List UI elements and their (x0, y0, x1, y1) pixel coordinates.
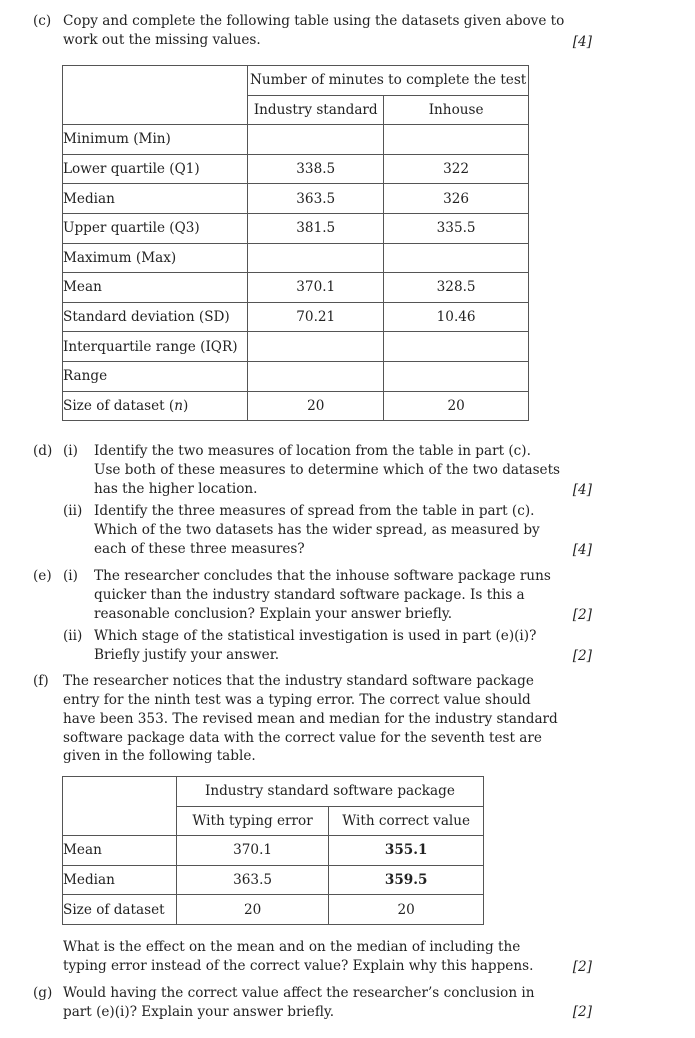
part-d-i-line-2: Use both of these measures to determine which of the two datasets (94, 462, 561, 478)
cell-industry (248, 125, 384, 155)
part-c-text-line-2: work out the missing values. (63, 32, 261, 48)
row-label: Upper quartile (Q3) (63, 213, 248, 243)
row-label: Minimum (Min) (63, 125, 248, 155)
table-row (63, 895, 484, 925)
part-e-label: (e) (33, 568, 52, 584)
table-row (63, 184, 529, 214)
part-d-ii-line-1: Identify the three measures of spread from the table in part (c). (94, 503, 535, 519)
part-e-ii-marks: [2] (572, 648, 592, 664)
summary-statistics-table (62, 65, 529, 421)
table-group-header: Number of minutes to complete the test (248, 66, 529, 96)
part-d-i-marks: [4] (572, 482, 592, 498)
cell-with-error: 370.1 (176, 836, 329, 866)
table-corner-cell (63, 777, 177, 836)
table-row (63, 243, 529, 273)
part-d-ii-line-3: each of these three measures? (94, 541, 305, 557)
table-row (63, 836, 484, 866)
cell-industry: 70.21 (248, 302, 384, 332)
cell-industry: 363.5 (248, 184, 384, 214)
table-row (63, 391, 529, 421)
part-e-i-marks: [2] (572, 607, 592, 623)
part-f-question-line-1: What is the effect on the mean and on the median of including the (63, 939, 521, 955)
table-header-row (63, 66, 529, 96)
cell-industry: 381.5 (248, 213, 384, 243)
column-header-with-correct: With correct value (329, 806, 484, 836)
part-f-line-1: The researcher notices that the industry standard software package (63, 673, 534, 689)
part-d-i-label: (i) (63, 443, 78, 459)
cell-inhouse: 322 (384, 154, 529, 184)
table-row (63, 865, 484, 895)
cell-inhouse: 326 (384, 184, 529, 214)
row-label: Median (63, 184, 248, 214)
part-g-line-1: Would having the correct value affect the researcher’s conclusion in (63, 985, 535, 1001)
cell-industry: 338.5 (248, 154, 384, 184)
cell-inhouse: 20 (384, 391, 529, 421)
row-label: Range (63, 361, 248, 391)
part-f-line-5: given in the following table. (63, 748, 256, 764)
part-f-label: (f) (33, 673, 49, 689)
table-corner-cell (63, 66, 248, 125)
table-row (63, 332, 529, 362)
cell-inhouse: 335.5 (384, 213, 529, 243)
part-c-text-line-1: Copy and complete the following table using the datasets given above to (63, 13, 565, 29)
cell-with-error: 20 (176, 895, 329, 925)
part-e-i-line-2: quicker than the industry standard software package. Is this a (94, 587, 525, 603)
table-row (63, 213, 529, 243)
cell-with-correct: 20 (329, 895, 484, 925)
row-label: Mean (63, 836, 177, 866)
row-label: Lower quartile (Q1) (63, 154, 248, 184)
part-e-ii-line-2: Briefly justify your answer. (94, 647, 280, 663)
part-f-line-2: entry for the ninth test was a typing error. The correct value should (63, 692, 531, 708)
cell-with-correct: 355.1 (329, 836, 484, 866)
cell-inhouse (384, 125, 529, 155)
cell-industry: 370.1 (248, 273, 384, 303)
cell-industry (248, 361, 384, 391)
cell-inhouse (384, 361, 529, 391)
part-c-marks: [4] (572, 34, 592, 50)
part-f-marks: [2] (572, 959, 592, 975)
column-header-inhouse: Inhouse (384, 95, 529, 125)
cell-industry (248, 243, 384, 273)
row-label: Size of dataset (63, 895, 177, 925)
part-d-ii-label: (ii) (63, 503, 83, 519)
part-d-label: (d) (33, 443, 53, 459)
part-d-ii-line-2: Which of the two datasets has the wider spread, as measured by (94, 522, 540, 538)
part-f-line-3: have been 353. The revised mean and median for the industry standard (63, 711, 558, 727)
table-row (63, 125, 529, 155)
table-row (63, 273, 529, 303)
italic-n: n (174, 397, 183, 414)
column-header-industry: Industry standard (248, 95, 384, 125)
part-g-label: (g) (33, 985, 53, 1001)
part-c-label: (c) (33, 13, 52, 29)
table-row (63, 361, 529, 391)
cell-inhouse (384, 332, 529, 362)
cell-with-correct: 359.5 (329, 865, 484, 895)
part-d-ii-marks: [4] (572, 542, 592, 558)
cell-inhouse: 328.5 (384, 273, 529, 303)
part-d-i-line-1: Identify the two measures of location from the table in part (c). (94, 443, 531, 459)
cell-with-error: 363.5 (176, 865, 329, 895)
part-f-question-line-2: typing error instead of the correct value? Explain why this happens. (63, 958, 534, 974)
row-label: Maximum (Max) (63, 243, 248, 273)
cell-industry (248, 332, 384, 362)
part-e-ii-line-1: Which stage of the statistical investigation is used in part (e)(i)? (94, 628, 537, 644)
row-label: Median (63, 865, 177, 895)
part-e-i-line-3: reasonable conclusion? Explain your answer briefly. (94, 606, 453, 622)
row-label: Mean (63, 273, 248, 303)
table-header-row (63, 777, 484, 807)
part-e-ii-label: (ii) (63, 628, 83, 644)
cell-inhouse: 10.46 (384, 302, 529, 332)
revised-values-table (62, 776, 484, 925)
part-f-line-4: software package data with the correct value for the seventh test are (63, 730, 542, 746)
part-e-i-line-1: The researcher concludes that the inhouse software package runs (94, 568, 551, 584)
cell-industry: 20 (248, 391, 384, 421)
table-group-header: Industry standard software package (176, 777, 483, 807)
row-label: Size of dataset (n) (63, 391, 248, 421)
column-header-with-error: With typing error (176, 806, 329, 836)
row-label: Standard deviation (SD) (63, 302, 248, 332)
part-g-marks: [2] (572, 1004, 592, 1020)
part-e-i-label: (i) (63, 568, 78, 584)
cell-inhouse (384, 243, 529, 273)
part-d-i-line-3: has the higher location. (94, 481, 258, 497)
table-row (63, 154, 529, 184)
row-label: Interquartile range (IQR) (63, 332, 248, 362)
table-row (63, 302, 529, 332)
part-g-line-2: part (e)(i)? Explain your answer briefly. (63, 1004, 335, 1020)
